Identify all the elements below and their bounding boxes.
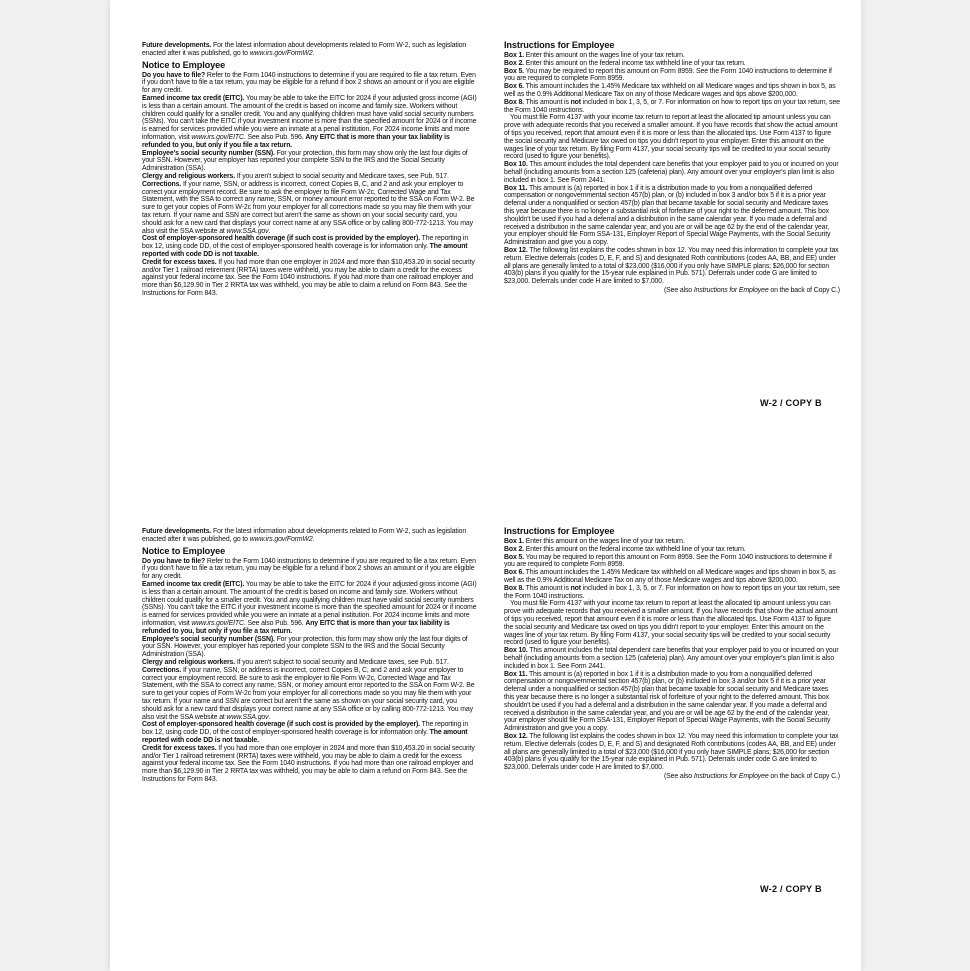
- left-column: [142, 42, 478, 298]
- box1-paragraph: Box 1. Enter this amount on the wages line of your tax return.: [504, 52, 685, 59]
- box6-paragraph: Box 6. This amount includes the 1.45% Medicare tax withheld on all Medicare wages and tips shown in box 5, as well as the 0.9% Additional Medicare Tax on any of those Medicare wages and tips above $200,000.: [504, 569, 836, 584]
- left-column: [142, 528, 478, 784]
- future-developments-paragraph: Future developments. For the latest information about developments related to Form W-2, such as legislation enacted after it was published, go to www.irs.gov/FormW2.: [142, 528, 467, 543]
- form-sheet: [110, 0, 861, 971]
- clergy-paragraph: Clergy and religious workers. If you aren't subject to social security and Medicare taxes, see Pub. 517.: [142, 658, 449, 666]
- box12-paragraph: Box 12. The following list explains the codes shown in box 12. You may need this information to complete your tax return. Elective deferrals (codes D, E, F, and S) and designated Roth contributions (codes AA, BB, and EE) under all plans are generally limited to a total of $23,000 ($16,000 if you only have SIMPLE plans; $26,000 for section 403(b) plans if you qualify for the 15-year rule explained in Pub. 571). Deferrals under code G are limited to $23,000. Deferrals under code H are limited to $7,000.: [504, 732, 839, 772]
- eitc-paragraph: Earned income tax credit (EITC). You may be able to take the EITC for 2024 if your adjusted gross income (AGI) is less than a certain amount. The amount of the credit is based on income and family size. Workers without children could qualify for a smaller credit. You and any qualifying children must have valid social security numbers (SSNs). You can't take the EITC if your investment income is more than the specified amount for 2024 or if income is earned for services provided while you were an inmate at a penal institution. For 2024 income limits and more information, visit www.irs.gov/EITC. See also Pub. 596. Any EITC that is more than your tax liability is refunded to you, but only if you file a tax return.: [142, 94, 477, 149]
- tip-reporting-paragraph: You must file Form 4137 with your income tax return to report at least the allocated tip amount unless you can prove with adequate records that you received a smaller amount. If you have records that show the actual amount of tips you received, report that amount even if it is more or less than the allocated tips. Use Form 4137 to figure the social security and Medicare tax owed on tips you didn't report to your employer. Enter this amount on the wages line of your tax return. By filing Form 4137, your social security tips will be credited to your social security record (used to figure your benefits).: [504, 114, 838, 161]
- file-paragraph: Do you have to file? Refer to the Form 1040 instructions to determine if you are required to file a tax return. Even if you don't have to file a tax return, you may be eligible for a refund if box 2 shows an amount or if you are eligible for any credit.: [142, 557, 476, 581]
- ssn-paragraph: Employee's social security number (SSN). For your protection, this form may show only the last four digits of your SSN. However, your employer has reported your complete SSN to the IRS and the Social Security Administration (SSA).: [142, 149, 468, 173]
- box10-paragraph: Box 10. This amount includes the total dependent care benefits that your employer paid to you or incurred on your behalf (including amounts from a section 125 (cafeteria) plan). Any amount over your employer's plan limit is also included in box 1. See Form 2441.: [504, 161, 839, 184]
- box12-paragraph: Box 12. The following list explains the codes shown in box 12. You may need this information to complete your tax return. Elective deferrals (codes D, E, F, and S) and designated Roth contributions (codes AA, BB, and EE) under all plans are generally limited to a total of $23,000 ($16,000 if you only have SIMPLE plans; $26,000 for section 403(b) plans if you qualify for the 15-year rule explained in Pub. 571). Deferrals under code G are limited to $23,000. Deferrals under code H are limited to $7,000.: [504, 246, 839, 286]
- right-column: [504, 526, 840, 781]
- notice-heading: Notice to Employee: [142, 545, 226, 556]
- box2-paragraph: Box 2. Enter this amount on the federal income tax withheld line of your tax return.: [504, 545, 746, 553]
- instructions-heading: Instructions for Employee: [504, 40, 615, 50]
- instructions-heading: Instructions for Employee: [504, 526, 615, 536]
- excess-taxes-paragraph: Credit for excess taxes. If you had more than one employer in 2024 and more than $10,453.20 in social security and/or Tier 1 railroad retirement (RRTA) taxes were withheld, you may be able to claim a credit for the excess against your federal income tax. See the Form 1040 instructions. If you had more than one railroad employer and more than $6,129.90 in Tier 2 RRTA tax was withheld, you may be able to claim a refund on Form 843. See the Instructions for Form 843.: [142, 258, 475, 297]
- eitc-paragraph: Earned income tax credit (EITC). You may be able to take the EITC for 2024 if your adjusted gross income (AGI) is less than a certain amount. The amount of the credit is based on income and family size. Workers without children could qualify for a smaller credit. You and any qualifying children must have valid social security numbers (SSNs). You can't take the EITC if your investment income is more than the specified amount for 2024 or if income is earned for services provided while you were an inmate at a penal institution. For 2024 income limits and more information, visit www.irs.gov/EITC. See also Pub. 596. Any EITC that is more than your tax liability is refunded to you, but only if you file a tax return.: [142, 580, 477, 635]
- box2-paragraph: Box 2. Enter this amount on the federal income tax withheld line of your tax return.: [504, 59, 746, 67]
- health-coverage-paragraph: Cost of employer-sponsored health coverage (if such cost is provided by the employer). The reporting in box 12, using code DD, of the cost of employer-sponsored health coverage is for information only. The amount reported with code DD is not taxable.: [142, 235, 469, 258]
- right-column: [504, 40, 840, 295]
- box8-paragraph: Box 8. This amount is not included in box 1, 3, 5, or 7. For information on how to report tips on your tax return, see the Form 1040 instructions.: [504, 584, 840, 600]
- notice-heading: Notice to Employee: [142, 59, 226, 70]
- see-also-note: (See also Instructions for Employee on the back of Copy C.): [663, 772, 840, 780]
- box11-paragraph: Box 11. This amount is (a) reported in box 1 if it is a distribution made to you from a nonqualified deferred compensation or nongovernmental section 457(b) plan, or (b) included in box 3 and/or box 5 if it is a prior year deferral under a nonqualified or section 457(b) plan that became taxable for social security and Medicare taxes this year because there is no longer a substantial risk of forfeiture of your right to the deferred amount. This box shouldn't be used if you had a deferral and a distribution in the same calendar year. If you made a deferral and received a distribution in the same calendar year, and you are or will be age 62 by the end of the calendar year, your employer should file Form SSA-131, Employer Report of Special Wage Payments, with the Social Security Administration and give you a copy.: [504, 184, 831, 247]
- box11-paragraph: Box 11. This amount is (a) reported in box 1 if it is a distribution made to you from a nonqualified deferred compensation or nongovernmental section 457(b) plan, or (b) included in box 3 and/or box 5 if it is a prior year deferral under a nonqualified or section 457(b) plan that became taxable for social security and Medicare taxes this year because there is no longer a substantial risk of forfeiture of your right to the deferred amount. This box shouldn't be used if you had a deferral and a distribution in the same calendar year. If you made a deferral and received a distribution in the same calendar year, and you are or will be age 62 by the end of the calendar year, your employer should file Form SSA-131, Employer Report of Special Wage Payments, with the Social Security Administration and give you a copy.: [504, 670, 831, 733]
- box6-paragraph: Box 6. This amount includes the 1.45% Medicare tax withheld on all Medicare wages and tips shown in box 5, as well as the 0.9% Additional Medicare Tax on any of those Medicare wages and tips above $200,000.: [504, 83, 836, 98]
- corrections-paragraph: Corrections. If your name, SSN, or address is incorrect, correct Copies B, C, and 2 and ask your employer to correct your employment record. Be sure to ask the employer to file Form W-2c, Corrected Wage and Tax Statement, with the SSA to correct any name, SSN, or money amount error reported to the SSA on Form W-2. Be sure to get your copies of Form W-2c from your employer for all corrections made so you may file them with your tax return. If your name and SSN are correct but aren't the same as shown on your social security card, you should ask for a new card that displays your correct name at any SSA office or by calling 800-772-1213. You may also visit the SSA website at www.SSA.gov.: [142, 180, 475, 235]
- box5-paragraph: Box 5. You may be required to report this amount on Form 8959. See the Form 1040 instructions to determine if you are required to complete Form 8959.: [504, 553, 832, 569]
- copy-label: W-2 / COPY B: [760, 884, 822, 894]
- form-copy-top: [110, 0, 861, 485]
- health-coverage-paragraph: Cost of employer-sponsored health coverage (if such cost is provided by the employer). The reporting in box 12, using code DD, of the cost of employer-sponsored health coverage is for information only. The amount reported with code DD is not taxable.: [142, 721, 469, 744]
- tip-reporting-paragraph: You must file Form 4137 with your income tax return to report at least the allocated tip amount unless you can prove with adequate records that you received a smaller amount. If you have records that show the actual amount of tips you received, report that amount even if it is more or less than the allocated tips. Use Form 4137 to figure the social security and Medicare tax owed on tips you didn't report to your employer. Enter this amount on the wages line of your tax return. By filing Form 4137, your social security tips will be credited to your social security record (used to figure your benefits).: [504, 600, 838, 647]
- file-paragraph: Do you have to file? Refer to the Form 1040 instructions to determine if you are required to file a tax return. Even if you don't have to file a tax return, you may be eligible for a refund if box 2 shows an amount or if you are eligible for any credit.: [142, 71, 476, 95]
- excess-taxes-paragraph: Credit for excess taxes. If you had more than one employer in 2024 and more than $10,453.20 in social security and/or Tier 1 railroad retirement (RRTA) taxes were withheld, you may be able to claim a credit for the excess against your federal income tax. See the Form 1040 instructions. If you had more than one railroad employer and more than $6,129.90 in Tier 2 RRTA tax was withheld, you may be able to claim a refund on Form 843. See the Instructions for Form 843.: [142, 744, 475, 783]
- box1-paragraph: Box 1. Enter this amount on the wages line of your tax return.: [504, 538, 685, 545]
- ssn-paragraph: Employee's social security number (SSN). For your protection, this form may show only the last four digits of your SSN. However, your employer has reported your complete SSN to the IRS and the Social Security Administration (SSA).: [142, 635, 468, 659]
- form-copy-bottom: [110, 486, 861, 971]
- corrections-paragraph: Corrections. If your name, SSN, or address is incorrect, correct Copies B, C, and 2 and ask your employer to correct your employment record. Be sure to ask the employer to file Form W-2c, Corrected Wage and Tax Statement, with the SSA to correct any name, SSN, or money amount error reported to the SSA on Form W-2. Be sure to get your copies of Form W-2c from your employer for all corrections made so you may file them with your tax return. If your name and SSN are correct but aren't the same as shown on your social security card, you should ask for a new card that displays your correct name at any SSA office or by calling 800-772-1213. You may also visit the SSA website at www.SSA.gov.: [142, 666, 475, 721]
- box5-paragraph: Box 5. You may be required to report this amount on Form 8959. See the Form 1040 instructions to determine if you are required to complete Form 8959.: [504, 67, 832, 83]
- clergy-paragraph: Clergy and religious workers. If you aren't subject to social security and Medicare taxes, see Pub. 517.: [142, 172, 449, 180]
- box10-paragraph: Box 10. This amount includes the total dependent care benefits that your employer paid to you or incurred on your behalf (including amounts from a section 125 (cafeteria) plan). Any amount over your employer's plan limit is also included in box 1. See Form 2441.: [504, 647, 839, 670]
- future-developments-paragraph: Future developments. For the latest information about developments related to Form W-2, such as legislation enacted after it was published, go to www.irs.gov/FormW2.: [142, 42, 467, 57]
- see-also-note: (See also Instructions for Employee on the back of Copy C.): [663, 286, 840, 294]
- copy-label: W-2 / COPY B: [760, 398, 822, 408]
- box8-paragraph: Box 8. This amount is not included in box 1, 3, 5, or 7. For information on how to report tips on your tax return, see the Form 1040 instructions.: [504, 98, 840, 114]
